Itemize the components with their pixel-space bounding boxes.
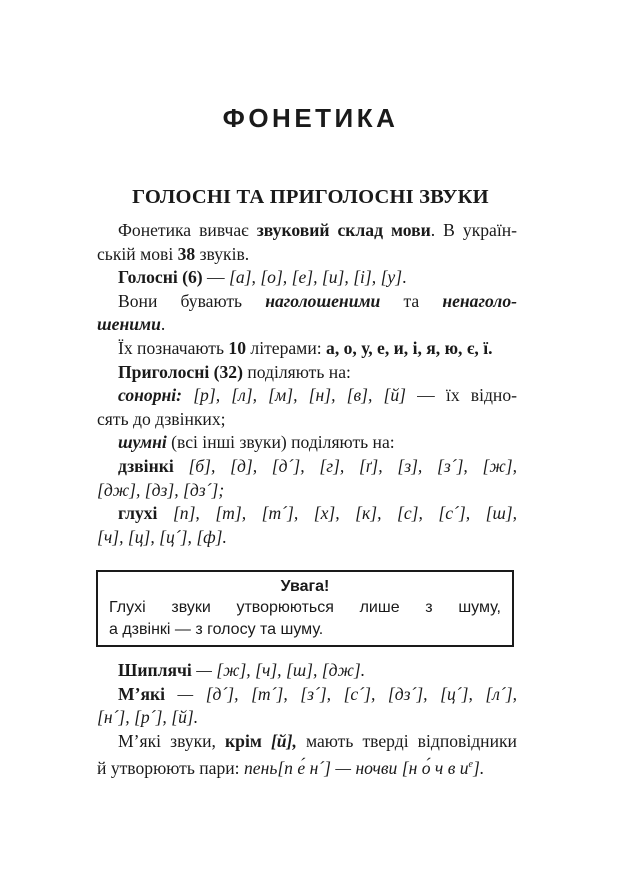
intro-line2: ській мові 38 звуків. xyxy=(97,243,250,264)
voiced-line: дзвінкі [б], [д], [д´], [г], [ґ], [з], [з´], [ж], xyxy=(118,455,517,476)
pairs-line: М’які звуки, крім [й], мають тверді відповідники xyxy=(118,730,517,751)
stress-line2: шеними. xyxy=(97,314,166,335)
noisy-line: шумні (всі інші звуки) поділяють на: xyxy=(118,432,395,453)
consonants-line: Приголосні (32) поділяють на: xyxy=(118,361,351,382)
page-title: ФОНЕТИКА xyxy=(222,103,399,133)
pairs-line2: й утворюють пари: пень[п е́ н´] — ночви [н о́ ч в $и^е$]. xyxy=(97,758,485,779)
body-text-bottom xyxy=(97,659,517,781)
body-text-top xyxy=(97,219,517,549)
vowels-line: Голосні (6) — [а], [о], [е], [и], [і], [у]. xyxy=(118,267,407,288)
voiced-line2: [дж], [дз], [дз´]; xyxy=(97,479,225,500)
sonorant-line2: сять до дзвінких; xyxy=(97,408,226,429)
note-text xyxy=(98,597,512,641)
note-title: Увага! xyxy=(280,578,330,595)
soft-line2: [н´], [р´], [й]. xyxy=(97,707,199,728)
section-title: ГОЛОСНІ ТА ПРИГОЛОСНІ ЗВУКИ xyxy=(132,186,489,208)
note-line1: Глухі звуки утворюються лише з шуму, xyxy=(109,599,501,616)
voiceless-line: глухі [п], [т], [т´], [х], [к], [с], [с´], [ш], xyxy=(118,503,517,524)
intro-paragraph: Фонетика вивчає звуковий склад мови. В україн- xyxy=(118,220,518,240)
note-box xyxy=(96,570,514,647)
soft-line: М’які — [д´], [т´], [з´], [с´], [дз´], [ц´], [л´], xyxy=(118,683,517,704)
stress-line: Вони бувають наголошеними та ненаголо- xyxy=(118,290,517,311)
note-line2: а дзвінкі — з голосу та шуму. xyxy=(109,621,324,638)
letters-line: Їх позначають 10 літерами: а, о, у, е, и, і, я, ю, є, ї. xyxy=(118,337,493,358)
hissing-line: Шиплячі — [ж], [ч], [ш], [дж]. xyxy=(118,660,366,680)
voiceless-line2: [ч], [ц], [ц´], [ф]. xyxy=(97,526,227,547)
sonorant-line: сонорні: [р], [л], [м], [н], [в], [й] — їх відно- xyxy=(118,385,517,406)
